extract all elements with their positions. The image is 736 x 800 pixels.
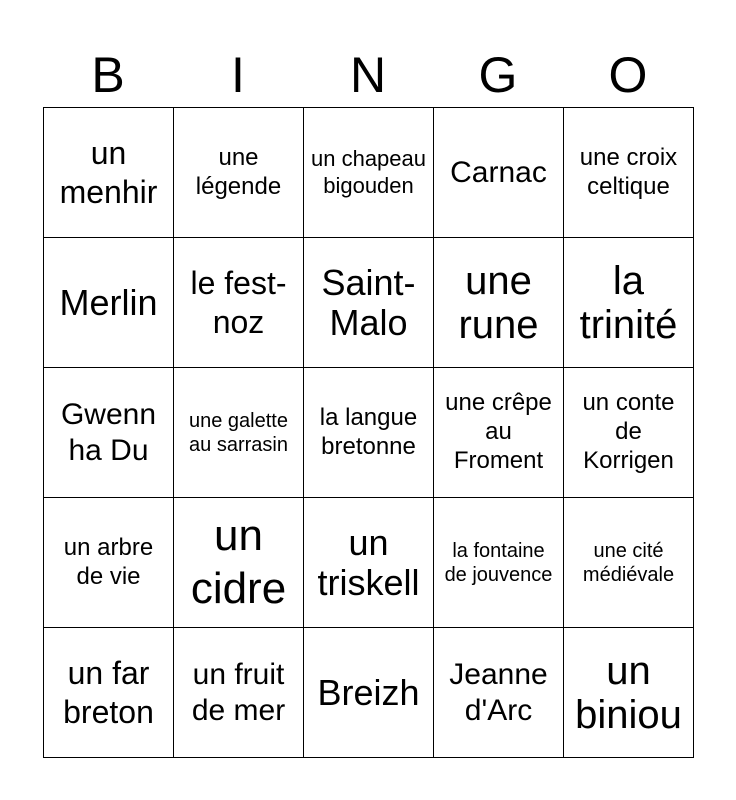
bingo-cell[interactable]: une galette au sarrasin bbox=[174, 368, 304, 498]
bingo-card bbox=[43, 107, 694, 758]
bingo-cell[interactable]: un triskell bbox=[304, 498, 434, 628]
header-letter-i: I bbox=[231, 47, 245, 103]
bingo-row bbox=[44, 368, 694, 498]
bingo-row bbox=[44, 238, 694, 368]
bingo-cell[interactable]: une cité médiévale bbox=[564, 498, 694, 628]
bingo-cell[interactable]: une crêpe au Froment bbox=[434, 368, 564, 498]
header-letter-g: G bbox=[478, 47, 518, 103]
bingo-row bbox=[44, 108, 694, 238]
bingo-cell[interactable]: la fontaine de jouvence bbox=[434, 498, 564, 628]
bingo-cell[interactable]: Saint-Malo bbox=[304, 238, 434, 368]
bingo-cell[interactable]: Gwenn ha Du bbox=[44, 368, 174, 498]
bingo-cell[interactable]: un far breton bbox=[44, 628, 174, 758]
bingo-cell[interactable]: Breizh bbox=[304, 628, 434, 758]
header-letter-b: B bbox=[91, 47, 125, 103]
bingo-cell[interactable]: le fest-noz bbox=[174, 238, 304, 368]
bingo-cell[interactable]: la trinité bbox=[564, 238, 694, 368]
bingo-cell[interactable]: un arbre de vie bbox=[44, 498, 174, 628]
bingo-cell[interactable]: un biniou bbox=[564, 628, 694, 758]
header-letter-o: O bbox=[608, 47, 648, 103]
bingo-cell[interactable]: Carnac bbox=[434, 108, 564, 238]
bingo-cell[interactable]: la langue bretonne bbox=[304, 368, 434, 498]
bingo-cell[interactable]: un conte de Korrigen bbox=[564, 368, 694, 498]
bingo-cell[interactable]: Jeanne d'Arc bbox=[434, 628, 564, 758]
bingo-cell[interactable]: un cidre bbox=[174, 498, 304, 628]
bingo-cell[interactable]: un fruit de mer bbox=[174, 628, 304, 758]
bingo-cell[interactable]: une croix celtique bbox=[564, 108, 694, 238]
bingo-cell[interactable]: une légende bbox=[174, 108, 304, 238]
bingo-row bbox=[44, 498, 694, 628]
bingo-cell[interactable]: un chapeau bigouden bbox=[304, 108, 434, 238]
bingo-cell[interactable]: une rune bbox=[434, 238, 564, 368]
header-letter-n: N bbox=[349, 47, 387, 103]
bingo-header bbox=[43, 42, 693, 108]
bingo-cell[interactable]: Merlin bbox=[44, 238, 174, 368]
bingo-cell[interactable]: un menhir bbox=[44, 108, 174, 238]
bingo-row bbox=[44, 628, 694, 758]
